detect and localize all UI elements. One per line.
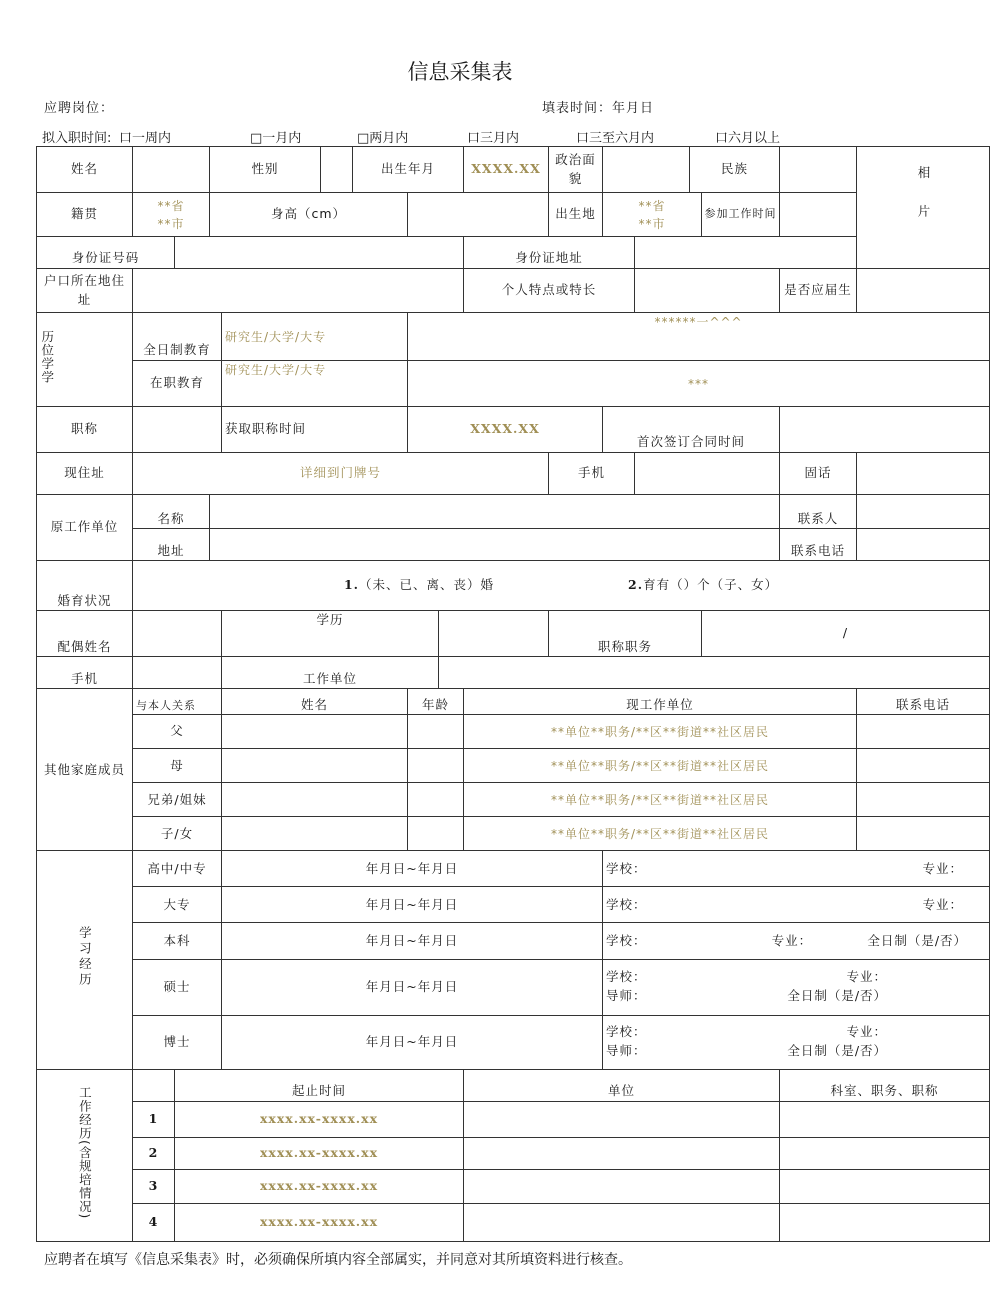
political-label: 政治面貌 — [549, 147, 603, 193]
spouse-employer-field[interactable] — [439, 657, 990, 689]
table-row — [37, 749, 990, 783]
work-employer-field[interactable] — [464, 1203, 780, 1241]
work-position-field[interactable] — [780, 1169, 990, 1203]
study-date-field[interactable]: 年月日~年月日 — [222, 1015, 603, 1069]
work-position-field[interactable] — [780, 1101, 990, 1137]
work-period-field[interactable]: xxxx.xx-xxxx.xx — [175, 1101, 464, 1137]
family-employer-field[interactable]: **单位**职务/**区**街道**社区居民 — [464, 817, 857, 851]
start-option-3[interactable]: □两月内 — [357, 131, 409, 146]
gender-label: 性别 — [210, 147, 321, 193]
mobile-label: 手机 — [549, 453, 635, 495]
spouse-education-field[interactable] — [439, 611, 549, 657]
first-contract-field[interactable] — [780, 407, 990, 453]
family-relation: 子/女 — [133, 817, 222, 851]
family-phone-field[interactable] — [857, 817, 990, 851]
study-level: 高中/中专 — [133, 851, 222, 887]
spouse-employer-label: 工作单位 — [222, 657, 439, 689]
prev-employer-contact-label: 联系人 — [780, 495, 857, 529]
work-start-label: 参加工作时间 — [702, 193, 780, 237]
marriage-field[interactable]: 1.（未、已、离、丧）婚 2.育有（）个（子、女） — [133, 561, 990, 611]
work-employer-field[interactable] — [464, 1169, 780, 1203]
start-option-4[interactable]: 口三月内 — [467, 131, 520, 146]
family-name-field[interactable] — [222, 715, 408, 749]
id-number-field[interactable] — [175, 237, 464, 269]
work-label: 工作经历(含规培情况) — [37, 1069, 133, 1241]
spouse-title-field[interactable] — [702, 611, 990, 657]
table-row — [37, 715, 990, 749]
marriage-option-1: （未、已、离、丧）婚 — [359, 577, 495, 593]
photo-box[interactable] — [857, 147, 990, 269]
table-row — [37, 783, 990, 817]
family-employer-field[interactable]: **单位**职务/**区**街道**社区居民 — [464, 715, 857, 749]
title-time-label: 获取职称时间 — [222, 407, 408, 453]
info-form-table — [36, 146, 990, 1242]
marriage-label: 婚育状况 — [37, 561, 133, 611]
position-label: 应聘岗位： — [44, 101, 115, 116]
work-position-field[interactable] — [780, 1203, 990, 1241]
start-option-5[interactable]: 口三至六月内 — [576, 131, 655, 146]
family-name-field[interactable] — [222, 783, 408, 817]
work-employer-field[interactable] — [464, 1137, 780, 1169]
spouse-name-field[interactable] — [133, 611, 222, 657]
work-period-field[interactable]: xxxx.xx-xxxx.xx — [175, 1169, 464, 1203]
hukou-label: 户口所在地住址 — [37, 269, 133, 313]
fresh-grad-field[interactable] — [857, 269, 990, 313]
start-option-2[interactable]: □一月内 — [250, 131, 302, 146]
spouse-title-label: 职称职务 — [549, 611, 702, 657]
gender-field[interactable] — [321, 147, 353, 193]
first-contract-label: 首次签订合同时间 — [603, 407, 780, 453]
table-row — [37, 1137, 990, 1169]
family-header-employer: 现工作单位 — [464, 689, 857, 715]
address-field[interactable]: 详细到门牌号 — [133, 453, 549, 495]
family-phone-field[interactable] — [857, 749, 990, 783]
work-row-num: 4 — [133, 1203, 175, 1241]
study-school-field[interactable]: 学校： 专业： 全日制（是/否） — [603, 923, 990, 959]
birth-field[interactable]: XXXX.XX — [464, 147, 549, 193]
id-address-field[interactable] — [635, 237, 857, 269]
family-header-relation: 与本人关系 — [133, 689, 222, 715]
family-header-name: 姓名 — [222, 689, 408, 715]
origin-label: 籍贯 — [37, 193, 133, 237]
hukou-field[interactable] — [133, 269, 464, 313]
edu-degree-label: 历位学学 — [37, 313, 133, 407]
study-date-field[interactable]: 年月日~年月日 — [222, 887, 603, 923]
work-header-employer: 单位 — [464, 1069, 780, 1101]
work-position-field[interactable] — [780, 1137, 990, 1169]
spouse-title-slash: / — [842, 625, 849, 641]
family-phone-field[interactable] — [857, 783, 990, 817]
traits-label: 个人特点或特长 — [464, 269, 635, 313]
study-level: 本科 — [133, 923, 222, 959]
fulltime-edu-note[interactable]: ******一^^^ — [408, 313, 990, 361]
table-row — [37, 817, 990, 851]
name-label: 姓名 — [37, 147, 133, 193]
photo-label: 相片 — [915, 166, 931, 244]
spouse-name-label: 配偶姓名 — [37, 611, 133, 657]
spouse-mobile-label: 手机 — [37, 657, 133, 689]
start-label: 拟入职时间: — [42, 131, 112, 146]
prev-employer-name-field[interactable] — [210, 495, 780, 529]
fulltime-edu-field[interactable]: 研究生/大学/大专 — [222, 313, 408, 361]
spouse-mobile-field[interactable] — [133, 657, 222, 689]
landline-label: 固话 — [780, 453, 857, 495]
fresh-grad-label: 是否应届生 — [780, 269, 857, 313]
family-relation: 父 — [133, 715, 222, 749]
work-employer-field[interactable] — [464, 1101, 780, 1137]
table-row — [37, 1203, 990, 1241]
fulltime-edu-label: 全日制教育 — [133, 313, 222, 361]
work-period-field[interactable]: xxxx.xx-xxxx.xx — [175, 1137, 464, 1169]
table-row — [37, 1101, 990, 1137]
family-name-field[interactable] — [222, 817, 408, 851]
marriage-option-2: 育有（）个（子、女） — [643, 577, 779, 593]
family-age-field[interactable] — [408, 817, 464, 851]
title-label: 职称 — [37, 407, 133, 453]
family-employer-field[interactable]: **单位**职务/**区**街道**社区居民 — [464, 783, 857, 817]
birthplace-city: **市 — [638, 216, 666, 231]
title-field[interactable] — [133, 407, 222, 453]
study-date-field[interactable]: 年月日~年月日 — [222, 959, 603, 1015]
family-relation: 兄弟/姐妹 — [133, 783, 222, 817]
prev-employer-phone-field[interactable] — [857, 529, 990, 561]
onjob-edu-field[interactable]: 研究生/大学/大专 — [222, 361, 408, 407]
id-address-label: 身份证地址 — [464, 237, 635, 269]
onjob-edu-label: 在职教育 — [133, 361, 222, 407]
birthplace-label: 出生地 — [549, 193, 603, 237]
birthplace-field[interactable] — [603, 193, 702, 237]
study-school-field[interactable]: 学校： 专业： — [603, 851, 990, 887]
political-field[interactable] — [603, 147, 690, 193]
height-label: 身高（cm） — [210, 193, 408, 237]
study-date-field[interactable]: 年月日~年月日 — [222, 923, 603, 959]
study-date-field[interactable]: 年月日~年月日 — [222, 851, 603, 887]
study-label: 学习经历 — [37, 851, 133, 1069]
address-label: 现住址 — [37, 453, 133, 495]
traits-field[interactable] — [635, 269, 780, 313]
spouse-education-label: 学历 — [222, 611, 439, 657]
fill-time-label: 填表时间：年月日 — [542, 101, 655, 116]
study-level: 硕士 — [133, 959, 222, 1015]
prev-employer-contact-field[interactable] — [857, 495, 990, 529]
study-level: 大专 — [133, 887, 222, 923]
onjob-edu-note[interactable]: *** — [408, 361, 990, 407]
name-field[interactable] — [133, 147, 210, 193]
birth-label: 出生年月 — [353, 147, 464, 193]
start-option-6[interactable]: 口六月以上 — [715, 131, 781, 146]
study-school-field[interactable]: 学校： 专业： 导师： 全日制（是/否） — [603, 959, 990, 1015]
birthplace-province: **省 — [638, 198, 666, 213]
family-name-field[interactable] — [222, 749, 408, 783]
mobile-field[interactable] — [635, 453, 780, 495]
family-header-phone: 联系电话 — [857, 689, 990, 715]
study-school-field[interactable]: 学校： 专业： — [603, 887, 990, 923]
start-option-1[interactable]: 口一周内 — [119, 131, 172, 146]
title-time-field[interactable]: XXXX.XX — [408, 407, 603, 453]
origin-city: **市 — [157, 216, 185, 231]
prev-employer-address-label: 地址 — [133, 529, 210, 561]
family-label: 其他家庭成员 — [37, 689, 133, 851]
work-header-period: 起止时间 — [175, 1069, 464, 1101]
family-age-field[interactable] — [408, 715, 464, 749]
ethnicity-label: 民族 — [690, 147, 780, 193]
ethnicity-field[interactable] — [780, 147, 857, 193]
prev-employer-phone-label: 联系电话 — [780, 529, 857, 561]
table-row — [37, 1169, 990, 1203]
work-row-num: 3 — [133, 1169, 175, 1203]
work-row-num: 2 — [133, 1137, 175, 1169]
footer-notice: 应聘者在填写《信息采集表》时，必须确保所填内容全部属实，并同意对其所填资料进行核查。 — [44, 1252, 632, 1268]
work-row-num: 1 — [133, 1101, 175, 1137]
family-relation: 母 — [133, 749, 222, 783]
family-age-field[interactable] — [408, 783, 464, 817]
origin-field[interactable] — [133, 193, 210, 237]
landline-field[interactable] — [857, 453, 990, 495]
work-period-field[interactable]: xxxx.xx-xxxx.xx — [175, 1203, 464, 1241]
prev-employer-address-field[interactable] — [210, 529, 780, 561]
work-header-num — [133, 1069, 175, 1101]
family-age-field[interactable] — [408, 749, 464, 783]
height-field[interactable] — [408, 193, 549, 237]
prev-employer-name-label: 名称 — [133, 495, 210, 529]
page-title: 信息采集表 — [407, 60, 513, 84]
work-header-position: 科室、职务、职称 — [780, 1069, 990, 1101]
origin-province: **省 — [157, 198, 185, 213]
work-start-field[interactable] — [780, 193, 857, 237]
study-level: 博士 — [133, 1015, 222, 1069]
family-phone-field[interactable] — [857, 715, 990, 749]
family-header-age: 年龄 — [408, 689, 464, 715]
family-employer-field[interactable]: **单位**职务/**区**街道**社区居民 — [464, 749, 857, 783]
study-school-field[interactable]: 学校： 专业： 导师： 全日制（是/否） — [603, 1015, 990, 1069]
id-number-label: 身份证号码 — [37, 237, 175, 269]
prev-employer-label: 原工作单位 — [37, 495, 133, 561]
